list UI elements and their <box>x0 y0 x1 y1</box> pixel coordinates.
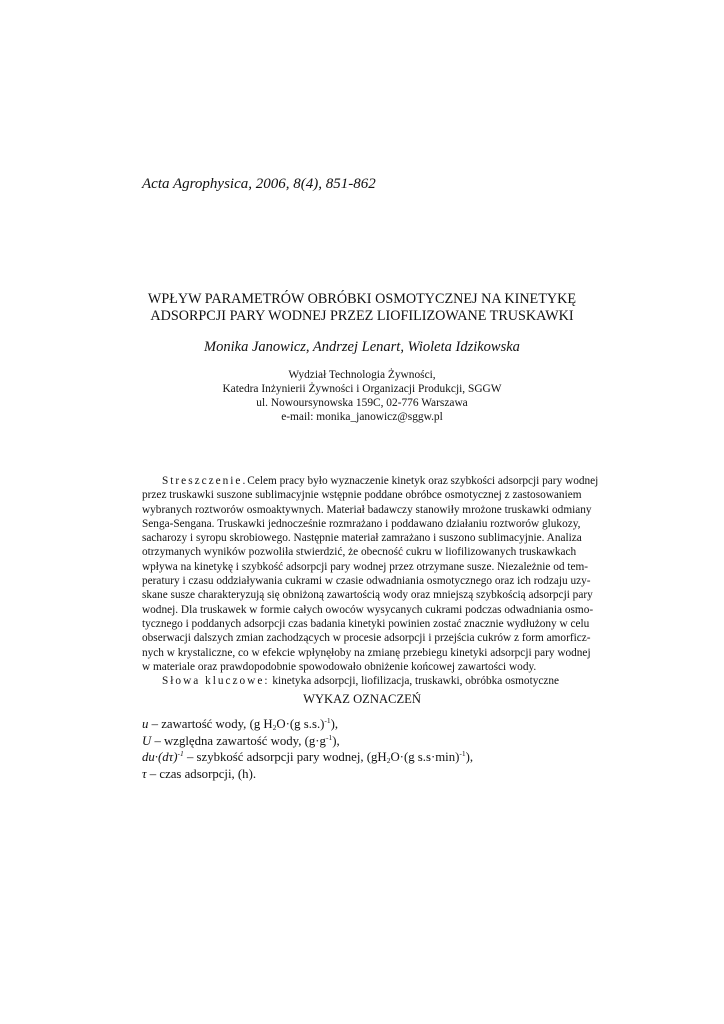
abstract-line: Senga-Sengana. Truskawki jednocześnie rozmrażano i poddawano działaniu roztworów glukozy, <box>142 517 581 530</box>
email: e-mail: monika_janowicz@sggw.pl <box>281 411 443 423</box>
notation-item: τ – czas adsorpcji, (h). <box>142 766 257 781</box>
notation-item: $du\cdot(d\tau)^{-1}$ – szybkość adsorpcji pary wodnej, ($gH_2O\cdot(g$ s.s·min)$^{-1}$), <box>142 749 474 765</box>
abstract-line: przez truskawki suszone sublimacyjnie wstępnie poddane obróbce osmotycznej z zastosowaniem <box>142 489 582 502</box>
notation-symbol: u <box>142 717 149 731</box>
affiliation-line: ul. Nowoursynowska 159C, 02-776 Warszawa <box>256 397 468 409</box>
abstract-line: sacharozy i syropu skrobiowego. Następnie materiał zamrażano i suszono sublimacyjnie. Analiza <box>142 532 582 545</box>
abstract-line: nych w krystaliczne, co w efekcie wpłynęłoby na zmianę przebiegu kinetyki adsorpcji pary wodnej <box>142 646 591 659</box>
abstract-line: tycznego i poddanych adsorpcji czas badania kinetyki powinien zostać znacznie wydłużony w celu <box>142 617 590 630</box>
notation-item: u – zawartość wody, (g $H_2O\cdot(g$ s.s.)$^{-1}$), <box>142 716 339 732</box>
affiliation-line: Wydział Technologia Żywności, <box>288 369 436 381</box>
affiliation <box>80 368 644 424</box>
abstract-line <box>142 474 599 488</box>
notation-heading: WYKAZ OZNACZEŃ <box>303 692 421 706</box>
abstract-line: obserwacji dalszych zmian zachodzących w procesie adsorpcji i przejścia cukrów z form amorficz- <box>142 632 591 645</box>
notation-list <box>142 716 473 782</box>
authors: Monika Janowicz, Andrzej Lenart, Wioleta Idzikowska <box>204 339 520 355</box>
abstract <box>142 474 599 688</box>
abstract-label: Streszczenie. <box>162 475 248 487</box>
notation-symbol: U <box>142 733 152 748</box>
keywords-text: kinetyka adsorpcji, liofilizacja, truskawki, obróbka osmotyczne <box>272 675 560 688</box>
abstract-line: w materiale oraz prawdopodobnie spowodowało obniżenie końcowej zawartości wody. <box>142 660 537 673</box>
abstract-line: wpływa na kinetykę i szybkość adsorpcji pary wodnej przez otrzymane susze. Niezależnie od tem- <box>142 560 589 573</box>
notation-symbol: du·(dτ) <box>142 750 178 764</box>
affiliation-line: Katedra Inżynierii Żywności i Organizacji Produkcji, SGGW <box>222 383 502 395</box>
paper-title <box>80 291 644 325</box>
abstract-line: otrzymanych wyników pozwoliła stwierdzić, że obecność cukru w liofilizowanych truskawkach <box>142 546 577 559</box>
abstract-line: skane susze charakteryzują się obniżoną zawartością wody oraz mniejszą szybkością adsorpcji pary <box>142 589 593 602</box>
abstract-line: peratury i czasu oddziaływania cukrami w czasie odwadniania osmotycznego oraz ich rodzaju uzy- <box>142 575 591 588</box>
abstract-line: wodnej. Dla truskawek w formie całych owoców wysycanych cukrami podczas odwadniania osmo- <box>142 603 594 616</box>
title-line: ADSORPCJI PARY WODNEJ PRZEZ LIOFILIZOWANE TRUSKAWKI <box>150 308 574 324</box>
journal-reference: Acta Agrophysica, 2006, 8(4), 851-862 <box>142 176 376 192</box>
title-line: WPŁYW PARAMETRÓW OBRÓBKI OSMOTYCZNEJ NA KINETYKĘ <box>147 291 577 307</box>
notation-symbol: τ <box>142 766 147 781</box>
abstract-line: wybranych roztworów osmoaktywnych. Materiał badawczy stanowiły mrożone truskawki odmiany <box>142 503 592 516</box>
abstract-text: Celem pracy było wyznaczenie kinetyk oraz szybkości adsorpcji pary wodnej <box>247 475 599 487</box>
keywords <box>142 674 582 688</box>
notation-item: U – względna zawartość wody, $(g\cdot g^{-1})$, <box>142 732 340 748</box>
keywords-label: Słowa kluczowe: <box>162 675 270 688</box>
